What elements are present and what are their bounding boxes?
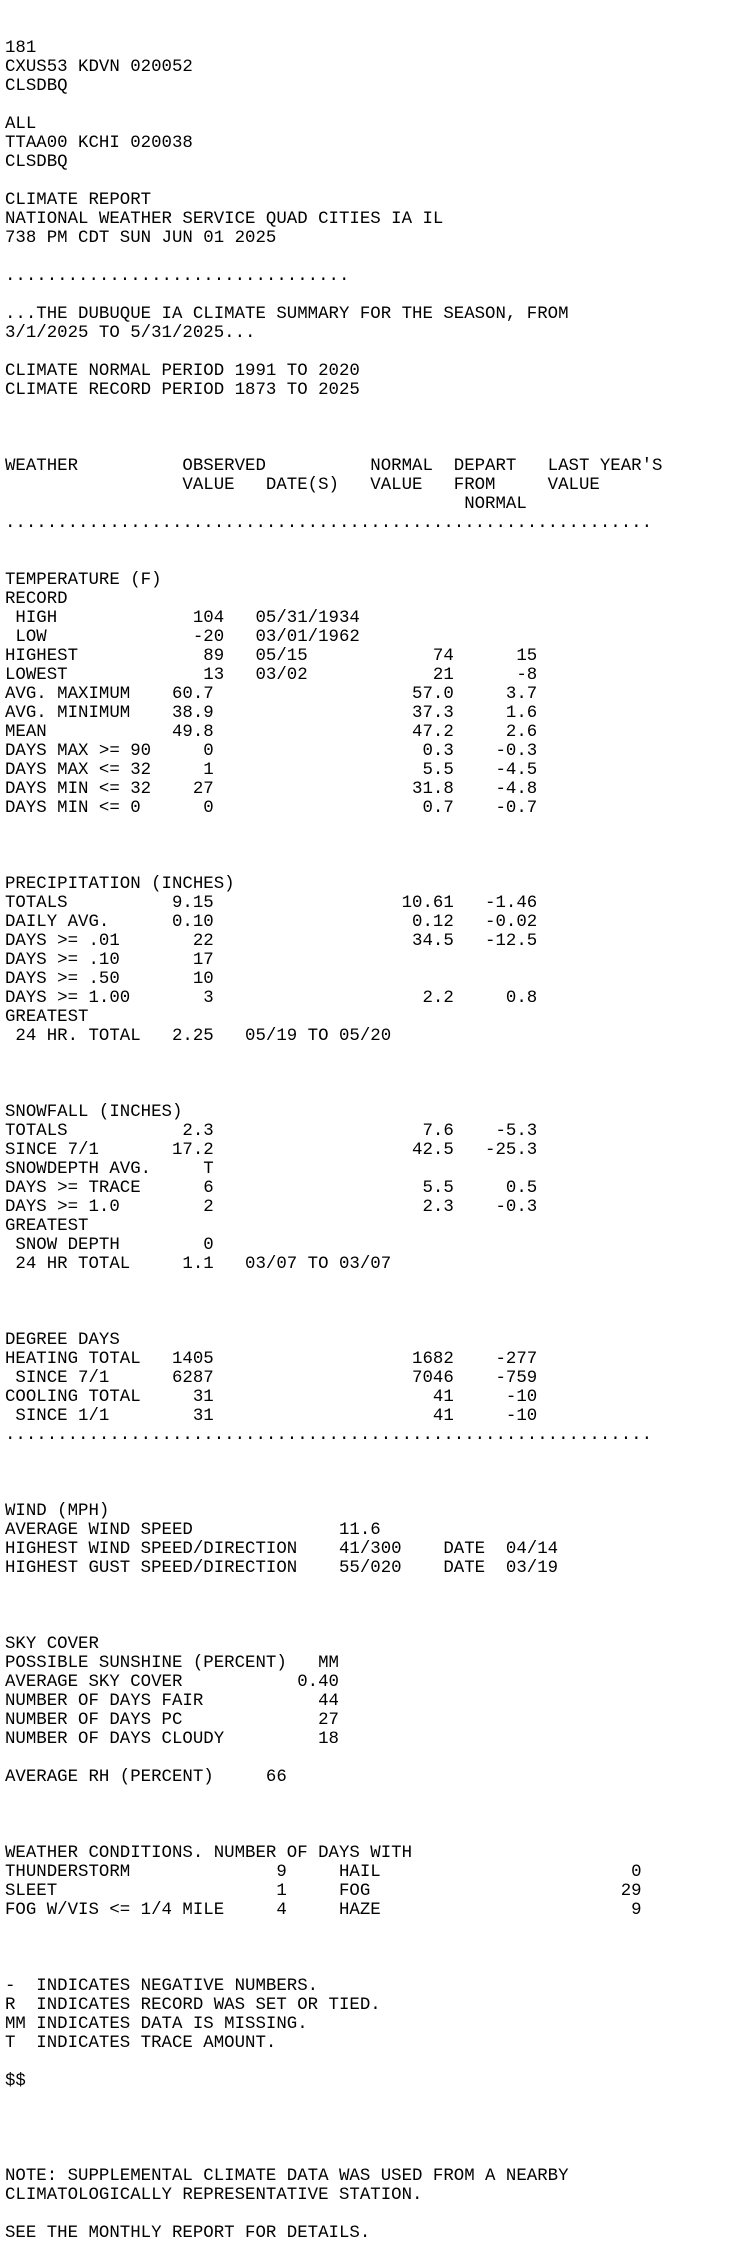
report-line [5, 1749, 753, 1768]
report-header [5, 39, 753, 419]
report-line: DAYS >= 1.00 3 2.2 0.8 [5, 989, 538, 1008]
report-line: PRECIPITATION (INCHES) [5, 875, 235, 894]
report-line: AVG. MAXIMUM 60.7 57.0 3.7 [5, 685, 538, 704]
report-line: DAYS MIN <= 32 27 31.8 -4.8 [5, 780, 538, 799]
report-line: TOTALS 2.3 7.6 -5.3 [5, 1122, 538, 1141]
report-line: ................................. [5, 267, 350, 286]
weather-conditions-section [5, 1844, 753, 1939]
report-line [5, 1483, 753, 1502]
report-line [5, 96, 753, 115]
report-line: SINCE 7/1 6287 7046 -759 [5, 1369, 538, 1388]
report-line: .............................................................. [5, 1426, 653, 1445]
report-line: SKY COVER [5, 1635, 99, 1654]
report-line: RECORD [5, 590, 68, 609]
report-line: TEMPERATURE (F) [5, 571, 162, 590]
summary-table-header [5, 457, 753, 533]
report-line: HEATING TOTAL 1405 1682 -277 [5, 1350, 538, 1369]
report-line: HIGHEST 89 05/15 74 15 [5, 647, 538, 666]
report-line [5, 172, 753, 191]
report-line: DAYS >= .10 17 [5, 951, 214, 970]
report-line: THUNDERSTORM 9 HAIL 0 [5, 1863, 642, 1882]
report-line [5, 286, 753, 305]
precipitation-section [5, 875, 753, 1065]
report-line [5, 2091, 753, 2110]
report-line: DAYS >= 1.0 2 2.3 -0.3 [5, 1198, 538, 1217]
report-line [5, 1578, 753, 1597]
report-line: HIGHEST WIND SPEED/DIRECTION 41/300 DATE 04/14 [5, 1540, 559, 1559]
report-line: 738 PM CDT SUN JUN 01 2025 [5, 229, 277, 248]
report-line: SNOWFALL (INCHES) [5, 1103, 183, 1122]
snowfall-section [5, 1103, 753, 1293]
report-line [5, 248, 753, 267]
report-line: DAYS MAX >= 90 0 0.3 -0.3 [5, 742, 538, 761]
report-line: VALUE DATE(S) VALUE FROM VALUE [5, 476, 600, 495]
report-line [5, 818, 753, 837]
report-line: HIGHEST GUST SPEED/DIRECTION 55/020 DATE 03/19 [5, 1559, 559, 1578]
footer-note [5, 2167, 753, 2243]
report-line: HIGH 104 05/31/1934 [5, 609, 360, 628]
report-line: TOTALS 9.15 10.61 -1.46 [5, 894, 538, 913]
report-line: AVERAGE SKY COVER 0.40 [5, 1673, 339, 1692]
report-line: SEE THE MONTHLY REPORT FOR DETAILS. [5, 2224, 371, 2243]
report-line [5, 1920, 753, 1939]
temperature-section [5, 571, 753, 837]
report-line: FOG W/VIS <= 1/4 MILE 4 HAZE 9 [5, 1901, 642, 1920]
report-line: CLSDBQ [5, 77, 68, 96]
report-line: AVG. MINIMUM 38.9 37.3 1.6 [5, 704, 538, 723]
legend-section [5, 1977, 753, 2129]
report-line: .............................................................. [5, 514, 653, 533]
report-line: DAYS >= TRACE 6 5.5 0.5 [5, 1179, 538, 1198]
report-line: CLSDBQ [5, 153, 68, 172]
report-line: SLEET 1 FOG 29 [5, 1882, 642, 1901]
report-line: LOW -20 03/01/1962 [5, 628, 360, 647]
report-line: DAILY AVG. 0.10 0.12 -0.02 [5, 913, 538, 932]
report-line: CLIMATOLOGICALLY REPRESENTATIVE STATION. [5, 2186, 423, 2205]
report-line: GREATEST [5, 1008, 89, 1027]
report-line: ALL [5, 115, 37, 134]
report-line: TTAA00 KCHI 020038 [5, 134, 193, 153]
report-line: DEGREE DAYS [5, 1331, 120, 1350]
report-line: SINCE 1/1 31 41 -10 [5, 1407, 538, 1426]
report-line: 181 [5, 39, 37, 58]
report-line: CLIMATE NORMAL PERIOD 1991 TO 2020 [5, 362, 360, 381]
report-line: SINCE 7/1 17.2 42.5 -25.3 [5, 1141, 538, 1160]
report-line: 3/1/2025 TO 5/31/2025... [5, 324, 256, 343]
report-line [5, 1274, 753, 1293]
report-line [5, 1046, 753, 1065]
report-line: MEAN 49.8 47.2 2.6 [5, 723, 538, 742]
report-line: T INDICATES TRACE AMOUNT. [5, 2034, 277, 2053]
report-line: - INDICATES NEGATIVE NUMBERS. [5, 1977, 319, 1996]
sky-cover-section [5, 1635, 753, 1806]
report-line: WIND (MPH) [5, 1502, 110, 1521]
report-line: DAYS >= .50 10 [5, 970, 214, 989]
report-line: CLIMATE RECORD PERIOD 1873 TO 2025 [5, 381, 360, 400]
report-line: LOWEST 13 03/02 21 -8 [5, 666, 538, 685]
report-line [5, 2053, 753, 2072]
report-line: NOTE: SUPPLEMENTAL CLIMATE DATA WAS USED FROM A NEARBY [5, 2167, 569, 2186]
report-line: NATIONAL WEATHER SERVICE QUAD CITIES IA IL [5, 210, 444, 229]
report-line: DAYS MAX <= 32 1 5.5 -4.5 [5, 761, 538, 780]
report-line: AVERAGE RH (PERCENT) 66 [5, 1768, 287, 1787]
report-line: DAYS >= .01 22 34.5 -12.5 [5, 932, 538, 951]
report-line: NUMBER OF DAYS CLOUDY 18 [5, 1730, 339, 1749]
report-line: MM INDICATES DATA IS MISSING. [5, 2015, 308, 2034]
report-line: 24 HR. TOTAL 2.25 05/19 TO 05/20 [5, 1027, 392, 1046]
report-line: CXUS53 KDVN 020052 [5, 58, 193, 77]
report-line: SNOW DEPTH 0 [5, 1236, 214, 1255]
report-line [5, 2205, 753, 2224]
report-line: ...THE DUBUQUE IA CLIMATE SUMMARY FOR THE SEASON, FROM [5, 305, 569, 324]
report-line: GREATEST [5, 1217, 89, 1236]
report-line: WEATHER CONDITIONS. NUMBER OF DAYS WITH [5, 1844, 413, 1863]
report-line [5, 400, 753, 419]
report-line: R INDICATES RECORD WAS SET OR TIED. [5, 1996, 381, 2015]
report-line: SNOWDEPTH AVG. T [5, 1160, 214, 1179]
report-line: WEATHER OBSERVED NORMAL DEPART LAST YEAR'S [5, 457, 663, 476]
report-line [5, 343, 753, 362]
report-line: COOLING TOTAL 31 41 -10 [5, 1388, 538, 1407]
report-line: 24 HR TOTAL 1.1 03/07 TO 03/07 [5, 1255, 392, 1274]
wind-section [5, 1483, 753, 1597]
report-line: POSSIBLE SUNSHINE (PERCENT) MM [5, 1654, 339, 1673]
report-line [5, 2110, 753, 2129]
report-line: $$ [5, 2072, 26, 2091]
report-line: AVERAGE WIND SPEED 11.6 [5, 1521, 381, 1540]
report-line: NUMBER OF DAYS FAIR 44 [5, 1692, 339, 1711]
report-line: CLIMATE REPORT [5, 191, 152, 210]
report-line: NUMBER OF DAYS PC 27 [5, 1711, 339, 1730]
report-line [5, 1787, 753, 1806]
report-line: NORMAL [5, 495, 527, 514]
report-line: DAYS MIN <= 0 0 0.7 -0.7 [5, 799, 538, 818]
degree-days-section [5, 1331, 753, 1445]
